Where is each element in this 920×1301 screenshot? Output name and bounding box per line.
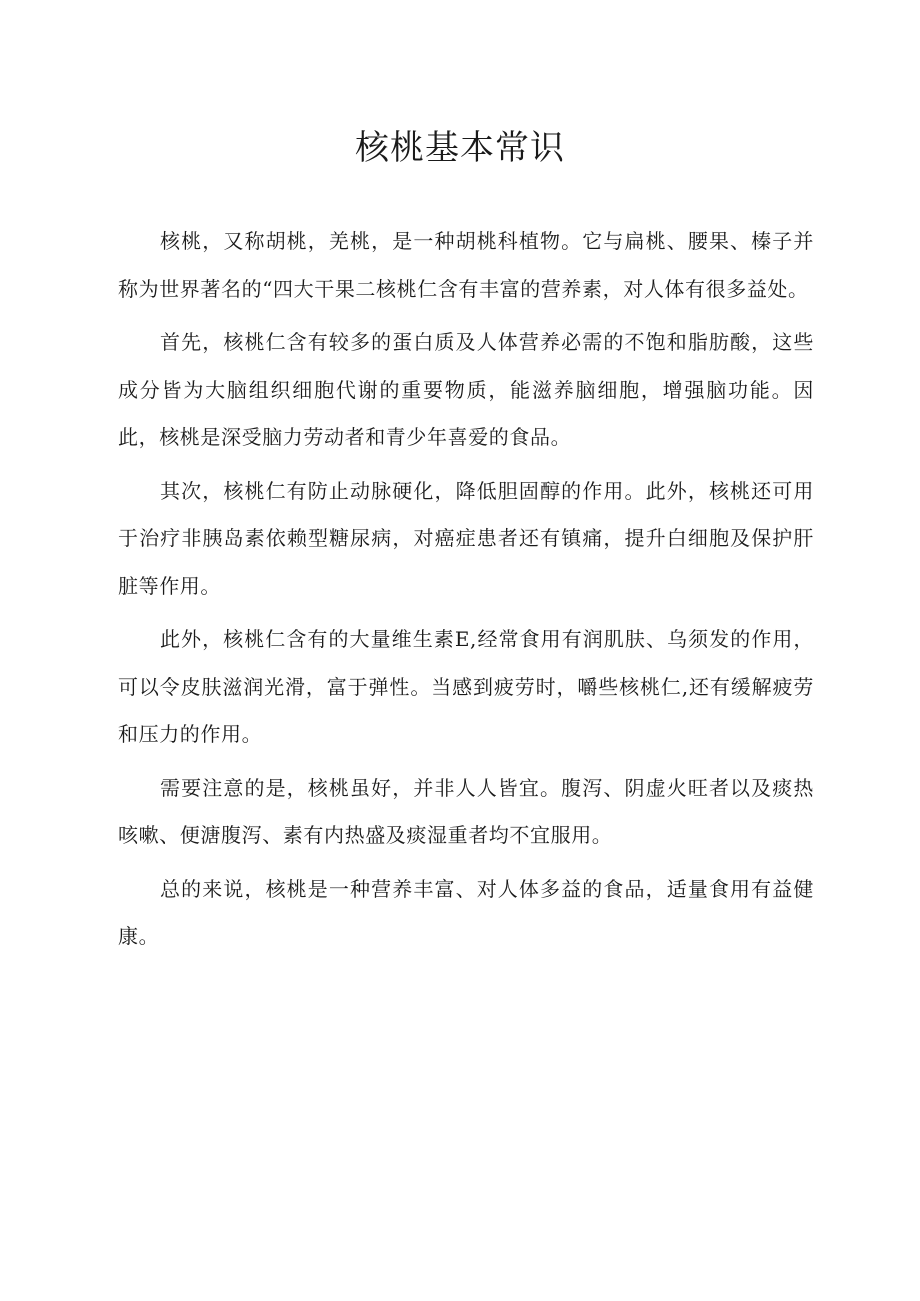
paragraph-intro: 核桃，又称胡桃，羌桃，是一种胡桃科植物。它与扁桃、腰果、榛子并称为世界著名的“四大干果二核桃仁含有丰富的营养素，对人体有很多益处。 <box>118 229 814 301</box>
document-body <box>118 218 814 967</box>
paragraph-summary: 总的来说，核桃是一种营养丰富、对人体多益的食品，适量食用有益健康。 <box>118 876 814 948</box>
paragraph-brain-health: 首先，核桃仁含有较多的蛋白质及人体营养必需的不饱和脂肪酸，这些成分皆为大脑组织细胞代谢的重要物质，能滋养脑细胞，增强脑功能。因此，核桃是深受脑力劳动者和青少年喜爱的食品。 <box>118 330 814 449</box>
paragraph-cardiovascular: 其次，核桃仁有防止动脉硬化，降低胆固醇的作用。此外，核桃还可用于治疗非胰岛素依赖型糖尿病，对癌症患者还有镇痛，提升白细胞及保护肝脏等作用。 <box>118 478 814 598</box>
page-title: 核桃基本常识 <box>355 128 565 168</box>
paragraph-cautions: 需要注意的是，核桃虽好，并非人人皆宜。腹泻、阴虚火旺者以及痰热咳嗽、便溏腹泻、素有内热盛及痰湿重者均不宜服用。 <box>118 775 814 847</box>
paragraph-vitamin-e: 此外，核桃仁含有的大量维生素E,经常食用有润肌肤、乌须发的作用，可以令皮肤滋润光滑，富于弹性。当感到疲劳时，嚼些核桃仁,还有缓解疲劳和压力的作用。 <box>118 627 814 746</box>
